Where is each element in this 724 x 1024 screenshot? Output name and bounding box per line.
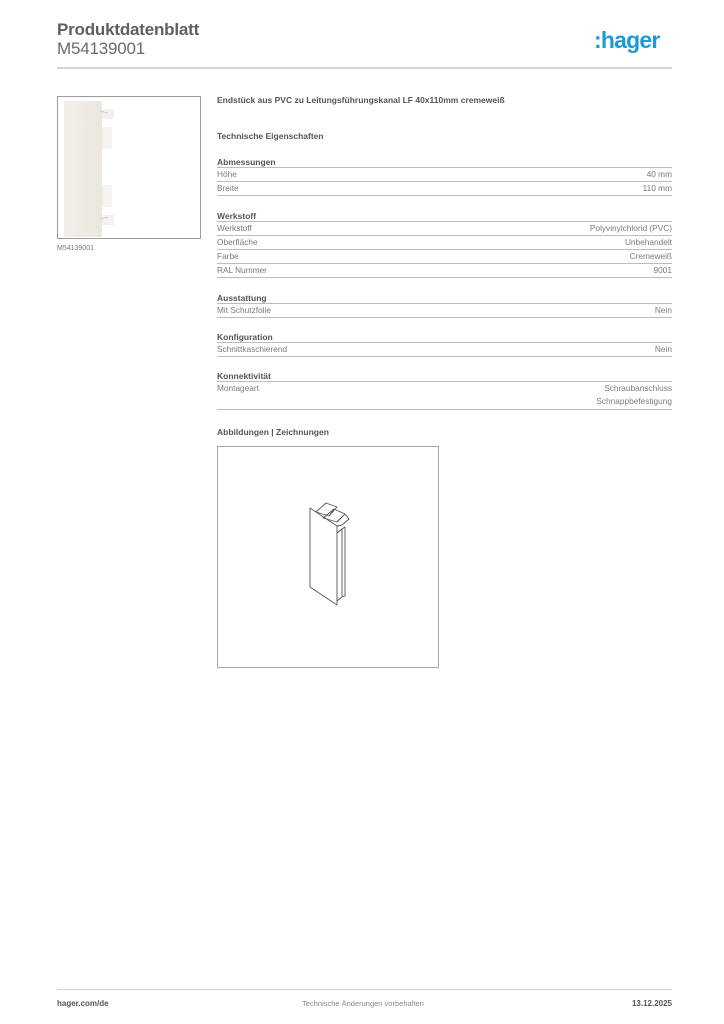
property-value-line: Schraubanschluss [604, 383, 672, 393]
property-value: Nein [654, 305, 672, 315]
section-konnektivitaet [217, 370, 672, 410]
property-label: Werkstoff [217, 223, 252, 233]
section-werkstoff [217, 210, 672, 278]
property-label: Mit Schutzfolie [217, 305, 271, 315]
product-thumbnail [57, 96, 201, 239]
header-divider [57, 67, 672, 69]
footer-divider [57, 989, 672, 990]
article-number: M54139001 [57, 39, 145, 58]
end-cap-drawing-icon [218, 447, 440, 669]
property-label: Schnittkaschierend [217, 344, 288, 354]
section-ausstattung [217, 292, 672, 318]
hager-logo: :hager [594, 27, 660, 53]
property-row [217, 250, 672, 264]
property-value-line: Schnappbefestigung [596, 396, 672, 406]
section-title: Konnektivität [217, 370, 672, 382]
footer-date: 13.12.2025 [631, 999, 672, 1008]
property-label: RAL Nummer [217, 265, 267, 275]
section-abmessungen [217, 156, 672, 196]
property-label: Farbe [217, 251, 239, 261]
property-value: 9001 [653, 265, 672, 275]
product-description: Endstück aus PVC zu Leitungsführungskanal LF 40x110mm cremeweiß [217, 95, 505, 105]
property-label: Montageart [217, 383, 259, 393]
section-title: Ausstattung [217, 292, 672, 304]
property-value: 40 mm [646, 169, 672, 179]
property-row [217, 382, 672, 410]
property-value: 110 mm [642, 183, 672, 193]
property-row [217, 182, 672, 196]
property-value [596, 382, 672, 408]
property-row [217, 343, 672, 357]
property-label: Oberfläche [217, 237, 258, 247]
section-title: Abmessungen [217, 156, 672, 168]
property-row [217, 304, 672, 318]
section-konfiguration [217, 331, 672, 357]
property-value: Unbehandelt [624, 237, 672, 247]
technical-drawing [217, 446, 439, 668]
page-title: Produktdatenblatt [57, 20, 200, 39]
section-title: Konfiguration [217, 331, 672, 343]
property-row [217, 264, 672, 278]
footer-notice: Technische Änderungen vorbehalten [302, 999, 424, 1008]
property-value: Cremeweiß [629, 251, 672, 261]
thumbnail-caption: M54139001 [57, 245, 94, 252]
website-link[interactable]: hager.com/de [57, 999, 109, 1008]
technical-properties-heading: Technische Eigenschaften [217, 131, 324, 141]
property-label: Breite [217, 183, 239, 193]
section-title: Werkstoff [217, 210, 672, 222]
product-photo-icon [58, 97, 201, 239]
property-value: Nein [654, 344, 672, 354]
property-label: Höhe [217, 169, 237, 179]
property-row [217, 168, 672, 182]
property-row [217, 222, 672, 236]
property-row [217, 236, 672, 250]
figures-heading: Abbildungen | Zeichnungen [217, 427, 329, 437]
property-value: Polyvinylchlorid (PVC) [589, 223, 672, 233]
